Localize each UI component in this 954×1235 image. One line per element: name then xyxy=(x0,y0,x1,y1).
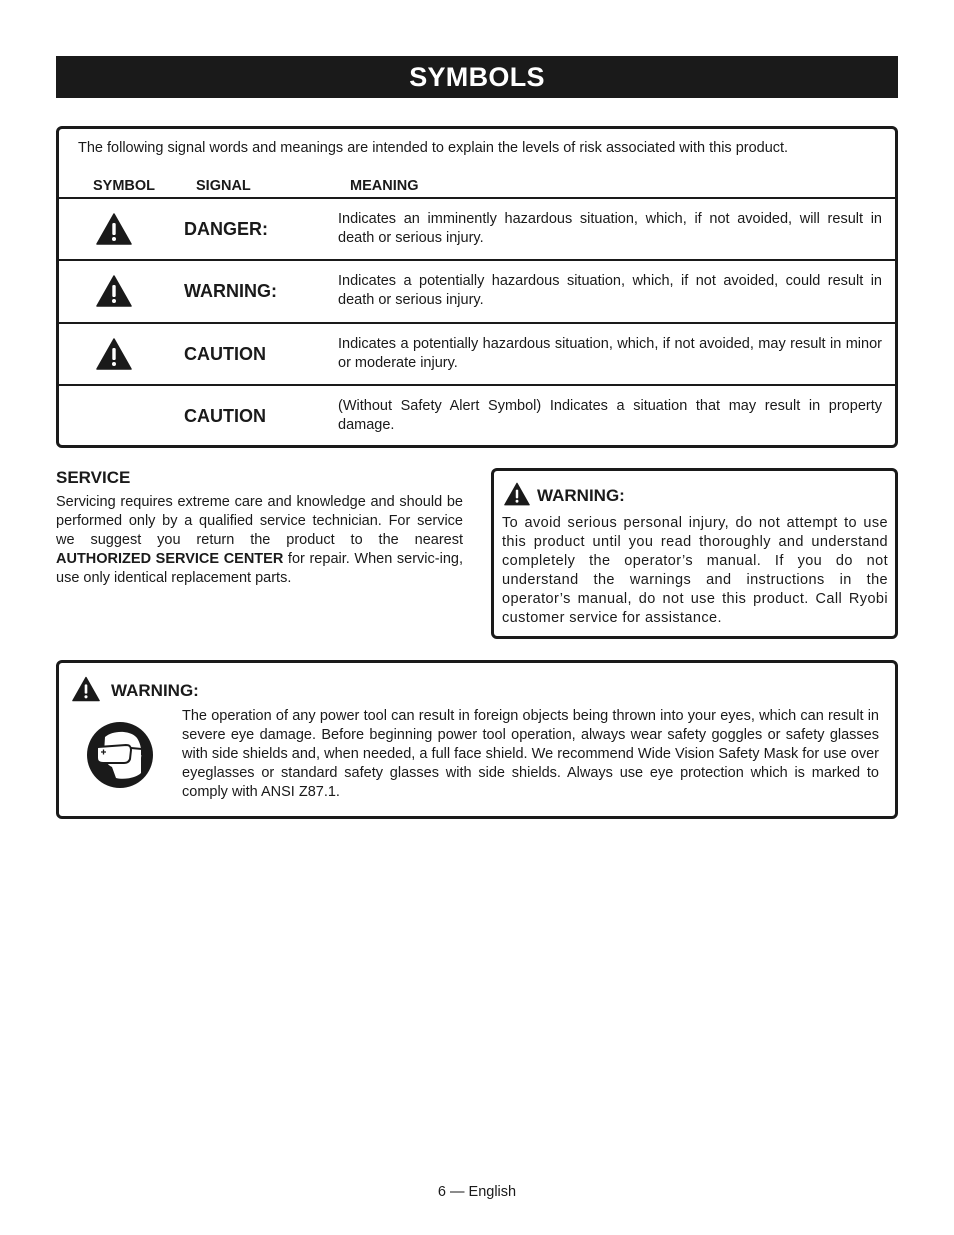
safety-goggles-icon xyxy=(86,721,154,789)
column-header-meaning: MEANING xyxy=(350,178,419,194)
warning-text: The operation of any power tool can result in foreign objects being thrown into your eyes, which can result in severe eye damage. Before beginning power tool operation, always wear safety goggles or safety glasses with side shields and, when needed, a full face shield. We recommend Wide Vision Safety Mask for use over eyeglasses or standard safety glasses with side shields. Always use eye protection which is marked to comply with ANSI Z87.1. xyxy=(182,708,879,800)
safety-alert-icon xyxy=(96,275,132,307)
column-header-symbol: SYMBOL xyxy=(93,178,156,194)
service-text-start: Servicing requires extreme care and knowledge and should be performed only by a qualified service technician. For service we suggest you return the product to the nearest xyxy=(56,494,463,548)
safety-alert-icon xyxy=(96,338,132,370)
signal-word: DANGER: xyxy=(184,219,268,239)
symbol-row-caution xyxy=(59,322,895,384)
safety-alert-icon xyxy=(96,213,132,245)
service-warning-box xyxy=(491,468,898,639)
warning-label: WARNING: xyxy=(537,486,625,505)
signal-meaning: (Without Safety Alert Symbol) Indicates a situation that may result in property damage. xyxy=(338,398,882,433)
column-header-signal: SIGNAL xyxy=(196,178,251,194)
signal-word: CAUTION xyxy=(184,344,266,364)
authorized-service-center: AUTHORIZED SERVICE CENTER xyxy=(56,551,284,567)
service-text-end: for repair. When servic-ing, use only identical replacement parts. xyxy=(56,551,463,586)
warning-label: WARNING: xyxy=(111,681,199,700)
symbol-row-warning xyxy=(59,259,895,321)
symbols-table xyxy=(56,126,898,448)
eye-protection-warning-box xyxy=(56,660,898,819)
signal-word: WARNING: xyxy=(184,281,277,301)
page-footer: 6 — English xyxy=(437,1184,517,1200)
safety-alert-icon xyxy=(72,676,100,702)
signal-meaning: Indicates an imminently hazardous situation, which, if not avoided, will result in death or serious injury. xyxy=(338,211,882,246)
symbol-row-danger xyxy=(59,197,895,259)
symbol-row-caution-no-symbol xyxy=(59,384,895,446)
service-paragraph xyxy=(56,493,463,588)
safety-alert-icon xyxy=(504,482,530,506)
signal-word: CAUTION xyxy=(184,406,266,426)
service-heading: SERVICE xyxy=(56,468,131,487)
signal-meaning: Indicates a potentially hazardous situation, which, if not avoided, may result in minor or moderate injury. xyxy=(338,336,882,371)
signal-meaning: Indicates a potentially hazardous situation, which, if not avoided, could result in death or serious injury. xyxy=(338,273,882,308)
symbols-intro: The following signal words and meanings are intended to explain the levels of risk associated with this product. xyxy=(78,140,789,156)
warning-text: To avoid serious personal injury, do not attempt to use this product until you read thoroughly and understand completely the operator’s manual. If you do not understand the warnings and instructions in the operator’s manual, do not use this product. Call Ryobi customer service for assistance. xyxy=(502,515,888,626)
page-title: SYMBOLS xyxy=(56,56,898,98)
